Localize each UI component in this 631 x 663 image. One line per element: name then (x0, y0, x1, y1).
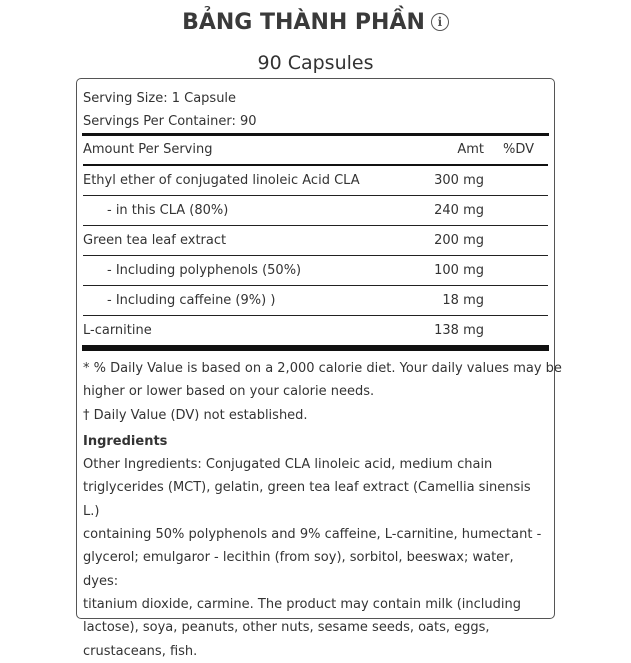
facts-row (83, 286, 548, 316)
col-header-amt: Amt (457, 142, 484, 157)
row-name: Ethyl ether of conjugated linoleic Acid CLA (83, 173, 360, 188)
ingredients-line: titanium dioxide, carmine. The product may contain milk (including (83, 596, 522, 612)
row-amt: 100 mg (434, 263, 484, 278)
facts-row (83, 166, 548, 196)
col-header-name: Amount Per Serving (83, 142, 213, 157)
row-name: - Including polyphenols (50%) (107, 263, 302, 278)
supplement-facts-panel (76, 78, 562, 659)
row-amt: 138 mg (434, 323, 484, 338)
row-amt: 200 mg (434, 233, 484, 248)
page-title-text: BẢNG THÀNH PHẦN (182, 10, 425, 35)
col-header-dv: %DV (502, 142, 534, 157)
servings-per-container: Servings Per Container: 90 (83, 114, 257, 129)
row-amt: 18 mg (442, 293, 484, 308)
page-title (0, 10, 631, 35)
ingredients-line: crustaceans, fish. (83, 643, 198, 659)
row-name: - Including caffeine (9%) ) (107, 293, 276, 308)
facts-row (83, 256, 548, 286)
ingredients-line: glycerol; emulgaror - lecithin (from soy), sorbitol, beeswax; water, dyes: (83, 550, 514, 589)
note-line: † Daily Value (DV) not established. (83, 407, 308, 423)
ingredients-heading: Ingredients (83, 433, 168, 449)
ingredients-line: triglycerides (MCT), gelatin, green tea leaf extract (Camellia sinensis L.) (83, 480, 531, 519)
facts-row (83, 196, 548, 226)
ingredients-text (83, 453, 548, 663)
serving-size: Serving Size: 1 Capsule (83, 91, 237, 106)
ingredients-line: containing 50% polyphenols and 9% caffeine, L-carnitine, humectant - (83, 527, 542, 543)
facts-header-row (83, 136, 548, 166)
info-icon[interactable]: i (431, 13, 449, 31)
row-amt: 240 mg (434, 203, 484, 218)
facts-row (83, 316, 548, 345)
capsule-count: 90 Capsules (257, 52, 374, 74)
note-line: * % Daily Value is based on a 2,000 calorie diet. Your daily values may be (83, 361, 562, 376)
row-amt: 300 mg (434, 173, 484, 188)
row-name: - in this CLA (80%) (107, 203, 229, 218)
row-name: Green tea leaf extract (83, 233, 227, 248)
row-name: L-carnitine (83, 323, 152, 338)
ingredients-line: lactose), soya, peanuts, other nuts, sesame seeds, oats, eggs, (83, 620, 490, 636)
facts-row (83, 226, 548, 256)
ingredients-line: Other Ingredients: Conjugated CLA linoleic acid, medium chain (83, 457, 493, 473)
note-line: higher or lower based on your calorie needs. (83, 384, 375, 400)
daily-value-notes (83, 351, 562, 427)
